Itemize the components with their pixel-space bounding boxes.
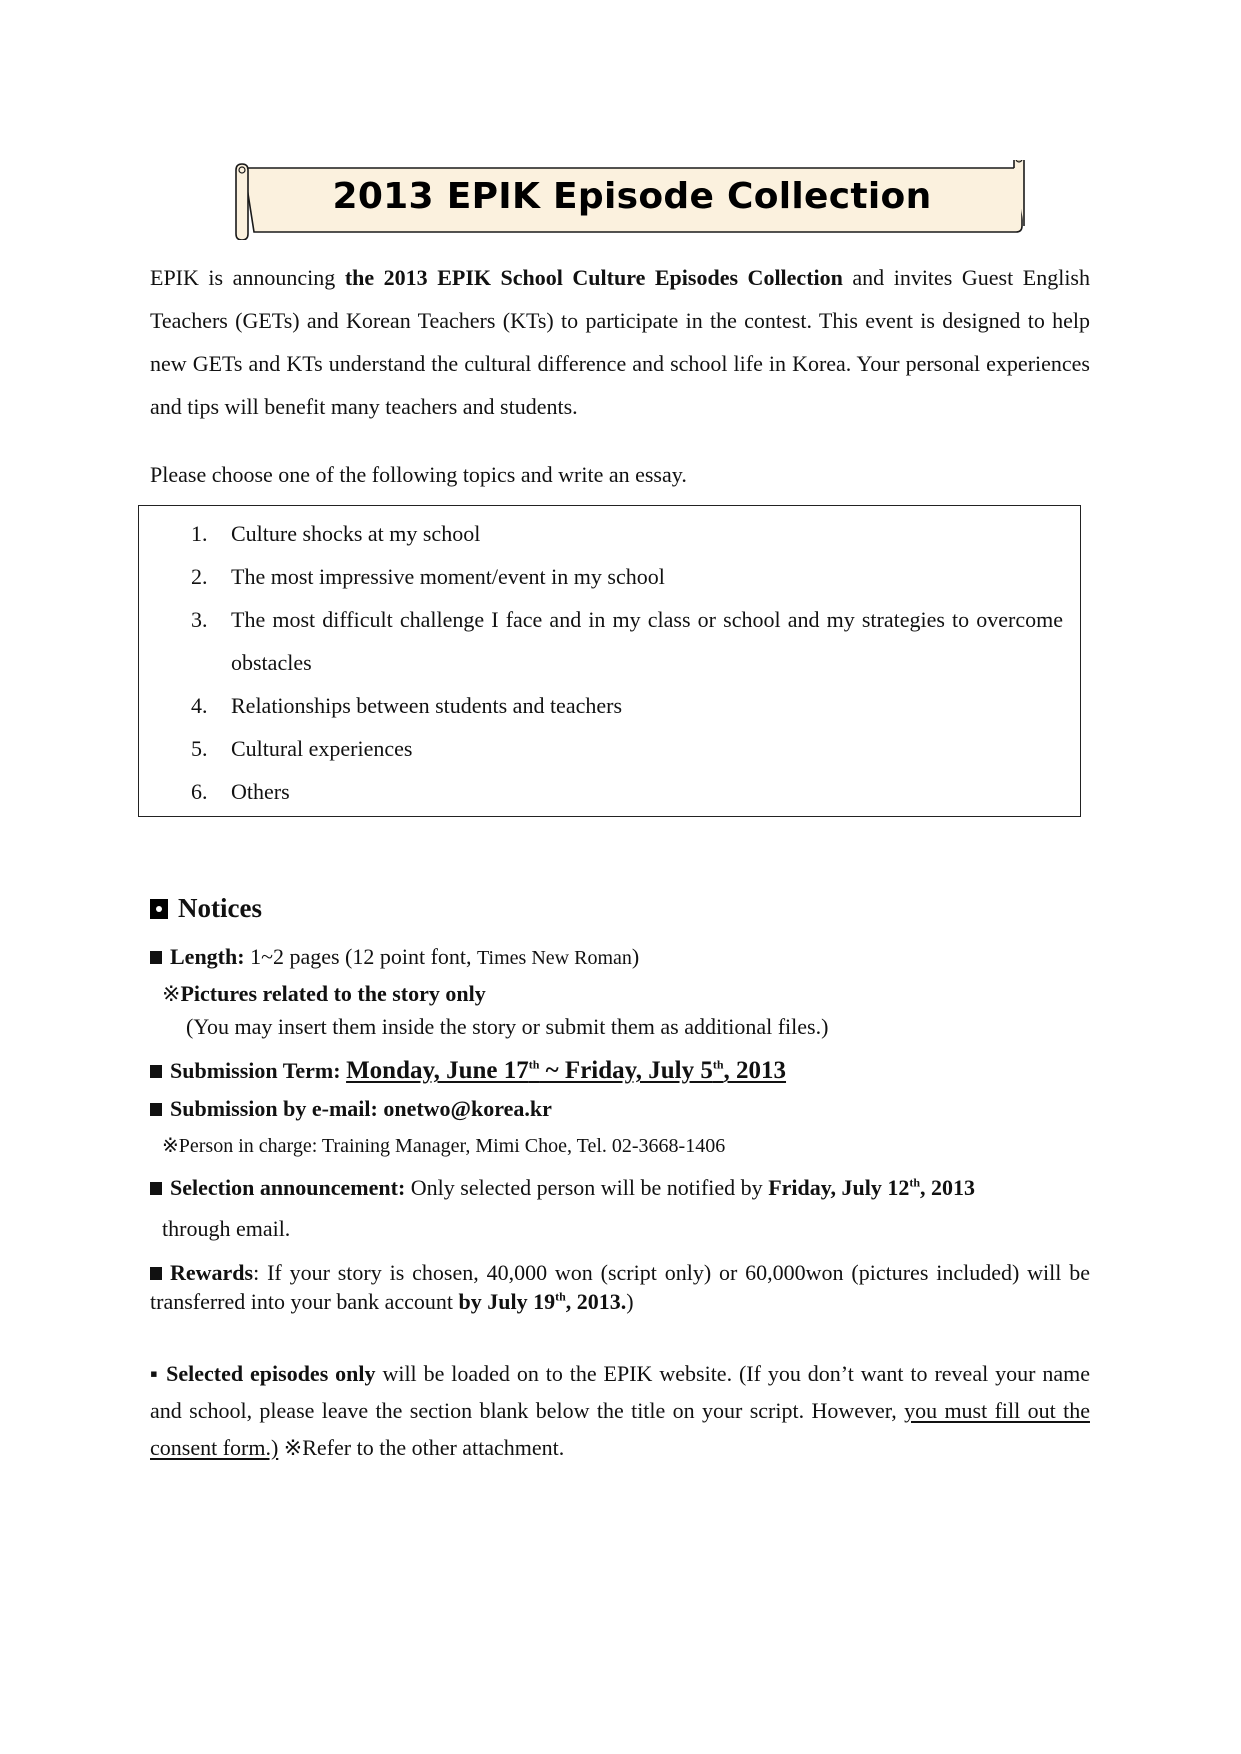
term-end-sup: th: [712, 1057, 724, 1072]
selection-continuation: through email.: [162, 1216, 291, 1241]
term-start-sup: th: [528, 1057, 540, 1072]
topic-number: 4.: [191, 693, 208, 718]
rewards-date-a: by July 19: [458, 1289, 556, 1314]
term-dates: [346, 1057, 786, 1084]
topic-number: 2.: [191, 564, 208, 589]
selection-text: Only selected person will be notified by: [405, 1175, 769, 1200]
rewards-label: Rewards: [170, 1260, 254, 1285]
term-start: Monday, June 17: [346, 1057, 529, 1084]
bullet-square-icon: [150, 1065, 162, 1078]
selected-label: Selected episodes only: [166, 1361, 376, 1386]
topic-number: 6.: [191, 779, 208, 804]
notice-submission-term: [150, 1057, 786, 1085]
topics-list: [191, 512, 1063, 813]
reference-mark-icon: ※: [162, 981, 181, 1006]
intro-bold-text: the 2013 EPIK School Culture Episodes Collection: [344, 265, 843, 290]
rewards-text: : If your story is chosen, 40,000 won (script only) or 60,000won (pictures included) will be transferred into your bank account: [150, 1260, 1090, 1314]
notice-selection: [150, 1175, 975, 1201]
notices-heading-text: Notices: [178, 893, 262, 923]
email-label: Submission by e-mail:: [170, 1096, 384, 1121]
topic-prompt: Please choose one of the following topics and write an essay.: [150, 462, 687, 487]
topic-number: 3.: [191, 607, 208, 632]
bullet-square-icon: [150, 951, 162, 964]
selected-text: will be loaded on to the EPIK website. (If you don’t want to reveal your name and school, please leave the section blank below the title on your script. However,: [150, 1361, 1090, 1423]
length-value-end: ): [631, 944, 640, 969]
notices-heading: [150, 893, 262, 924]
topic-number: 1.: [191, 521, 208, 546]
intro-paragraph: [150, 256, 1090, 428]
consent-form-note: you must fill out the consent form.): [150, 1398, 1090, 1460]
term-year: , 2013: [723, 1057, 787, 1084]
intro-text: EPIK is announcing: [150, 265, 345, 290]
notice-length: [150, 944, 639, 970]
notice-pictures-note: (You may insert them inside the story or submit them as additional files.): [186, 1014, 829, 1039]
topic-item: [191, 512, 1063, 555]
topic-text: The most difficult challenge I face and in my class or school and my strategies to overcome obstacles: [231, 607, 1063, 675]
page-title: 2013 EPIK Episode Collection: [332, 175, 932, 217]
topic-text: Others: [231, 779, 290, 804]
email-address: onetwo@korea.kr: [383, 1096, 552, 1121]
bullet-square-dot-icon: [150, 899, 168, 919]
term-label: Submission Term:: [170, 1058, 347, 1083]
selection-date-a: Friday, July 12: [768, 1175, 910, 1200]
topic-number: 5.: [191, 736, 208, 761]
pictures-label: Pictures related to the story only: [180, 981, 486, 1006]
topics-box: [138, 505, 1081, 817]
bullet-square-icon: [150, 1182, 162, 1195]
selection-date: [768, 1175, 975, 1200]
bullet-square-icon: [150, 1103, 162, 1116]
term-end: ~ Friday, July 5: [539, 1057, 713, 1084]
selection-label: Selection announcement:: [170, 1175, 406, 1200]
topic-item: [191, 770, 1063, 813]
topic-text: Culture shocks at my school: [231, 521, 481, 546]
attachment-note: Refer to the other attachment.: [302, 1435, 565, 1460]
person-text: Person in charge: Training Manager, Mimi Choe, Tel. 02-3668-1406: [178, 1135, 726, 1157]
rewards-date-sup: th: [555, 1289, 566, 1304]
length-label: Length:: [170, 944, 245, 969]
topic-item: [191, 555, 1063, 598]
length-font: Times New Roman: [477, 947, 632, 969]
intro-text-continued: and invites Guest English Teachers (GETs) and Korean Teachers (KTs) to participate in the contest. This event is designed to help new GETs and KTs understand the cultural difference and school life in Korea. Your personal experiences and tips will benefit many teachers and students.: [150, 265, 1090, 419]
reference-mark-icon: ※: [162, 1135, 179, 1157]
notice-person-in-charge: [162, 1133, 725, 1158]
selection-date-sup: th: [909, 1175, 921, 1190]
bullet-square-icon: [150, 1267, 162, 1280]
rewards-date-b: , 2013.: [565, 1289, 627, 1314]
rewards-date: [459, 1289, 627, 1314]
selection-date-b: , 2013: [920, 1175, 976, 1200]
notice-rewards: [150, 1258, 1090, 1316]
topic-text: Relationships between students and teachers: [231, 693, 623, 718]
notice-pictures: [162, 981, 486, 1007]
topic-item: [191, 727, 1063, 770]
small-square-bullet-icon: ▪: [150, 1361, 160, 1386]
topic-text: The most impressive moment/event in my school: [231, 564, 665, 589]
rewards-close: ): [626, 1289, 634, 1314]
topic-item: [191, 684, 1063, 727]
notice-email: [150, 1096, 552, 1122]
notice-selected-episodes: [150, 1355, 1090, 1466]
length-value: 1~2 pages (12 point font,: [244, 944, 478, 969]
topic-item: [191, 598, 1063, 684]
topic-text: Cultural experiences: [231, 736, 413, 761]
title-banner: [232, 160, 1032, 232]
reference-mark-icon: ※: [278, 1435, 303, 1460]
